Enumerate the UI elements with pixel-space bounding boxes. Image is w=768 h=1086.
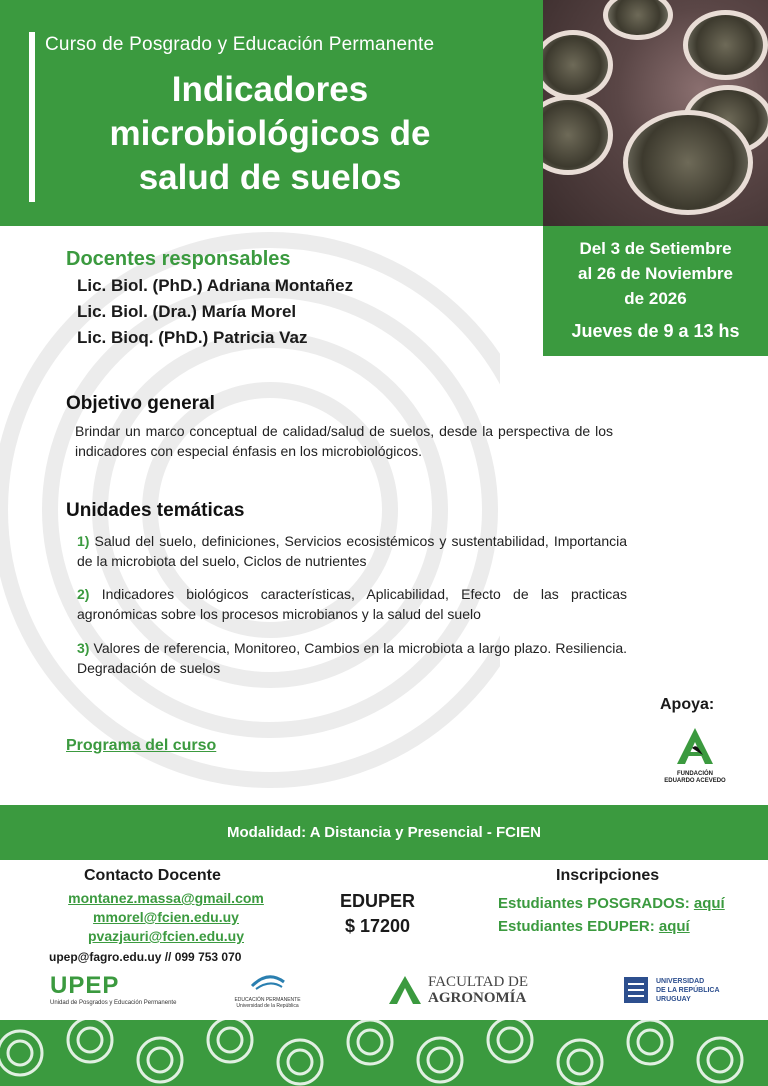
educacion-permanente-logo: EDUCACIÓN PERMANENTE Universidad de la República (225, 972, 310, 1009)
contact-heading: Contacto Docente (84, 867, 221, 884)
date-line-2: al 26 de Noviembre (578, 264, 733, 283)
date-box (543, 226, 768, 356)
contact-extra: upep@fagro.edu.uy // 099 753 070 (49, 950, 242, 964)
date-line-3: de 2026 (624, 289, 687, 308)
unit-item-2: 2) Indicadores biológicos características, Aplicabilidad, Efecto de las practicas agronómicas sobre los procesos microbianos y la salud del suelo (77, 586, 627, 622)
program-link[interactable]: Programa del curso (66, 737, 217, 754)
agronomia-triangle-icon (388, 975, 422, 1005)
price-amount: $ 17200 (344, 916, 411, 936)
header-accent-bar (29, 32, 35, 202)
objective-text: Brindar un marco conceptual de calidad/salud de suelos, desde la perspectiva de los indicadores con especial énfasis en los microbiológicos. (75, 423, 613, 459)
fundacion-triangle-icon (675, 726, 715, 766)
email-link-3[interactable]: pvazjauri@fcien.edu.uy (87, 928, 245, 944)
teachers-heading: Docentes responsables (66, 248, 291, 270)
posgrado-register-link[interactable]: aquí (693, 895, 725, 912)
email-link-2[interactable]: mmorel@fcien.edu.uy (93, 909, 239, 925)
email-link-1[interactable]: montanez.massa@gmail.com (68, 890, 264, 906)
contact-emails (55, 889, 277, 946)
modality-band: Modalidad: A Distancia y Presencial - FCIEN (0, 805, 768, 860)
objective-heading: Objetivo general (66, 393, 215, 414)
price-block (330, 889, 425, 939)
fundacion-logo: FUNDACIÓN EDUARDO ACEVEDO (662, 726, 728, 785)
udelar-shield-icon (622, 975, 650, 1005)
udelar-logo: UNIVERSIDAD DE LA REPÚBLICA URUGUAY (622, 975, 720, 1005)
unit-item-3: 3) Valores de referencia, Monitoreo, Cambios en la microbiota a largo plazo. Resiliencia. Degradación de suelos (77, 640, 627, 676)
course-kicker: Curso de Posgrado y Educación Permanente (45, 34, 435, 55)
date-line-1: Del 3 de Setiembre (579, 239, 732, 258)
teachers-list (77, 273, 353, 351)
teacher-2: Lic. Biol. (Dra.) María Morel (77, 302, 297, 321)
footer-swirl-pattern (0, 1020, 768, 1086)
eduper-register-link[interactable]: aquí (658, 918, 690, 935)
educacion-permanente-icon (248, 972, 288, 992)
schedule: Jueves de 9 a 13 hs (571, 321, 740, 341)
teacher-1: Lic. Biol. (PhD.) Adriana Montañez (77, 276, 354, 295)
facultad-agronomia-logo: FACULTAD DE AGRONOMÍA (388, 974, 528, 1006)
teacher-3: Lic. Bioq. (PhD.) Patricia Vaz (77, 328, 308, 347)
support-label: Apoya: (660, 696, 715, 713)
units-heading: Unidades temáticas (66, 500, 245, 521)
unit-item-1: 1) Salud del suelo, definiciones, Servicios ecosistémicos y sustentabilidad, Importancia de la microbiota del suelo, Ciclos de nutrientes (77, 533, 628, 569)
upep-logo: UPEP Unidad de Posgrados y Educación Permanente (50, 972, 177, 1006)
price-label: EDUPER (339, 891, 415, 911)
petri-dish-photo (543, 0, 768, 226)
registration-links: Estudiantes POSGRADOS: aquí Estudiantes EDUPER: aquí (498, 895, 725, 935)
registration-heading: Inscripciones (556, 867, 660, 884)
course-title: Indicadores microbiológicos de salud de suelos (109, 70, 431, 197)
footer-pattern (0, 1020, 768, 1086)
